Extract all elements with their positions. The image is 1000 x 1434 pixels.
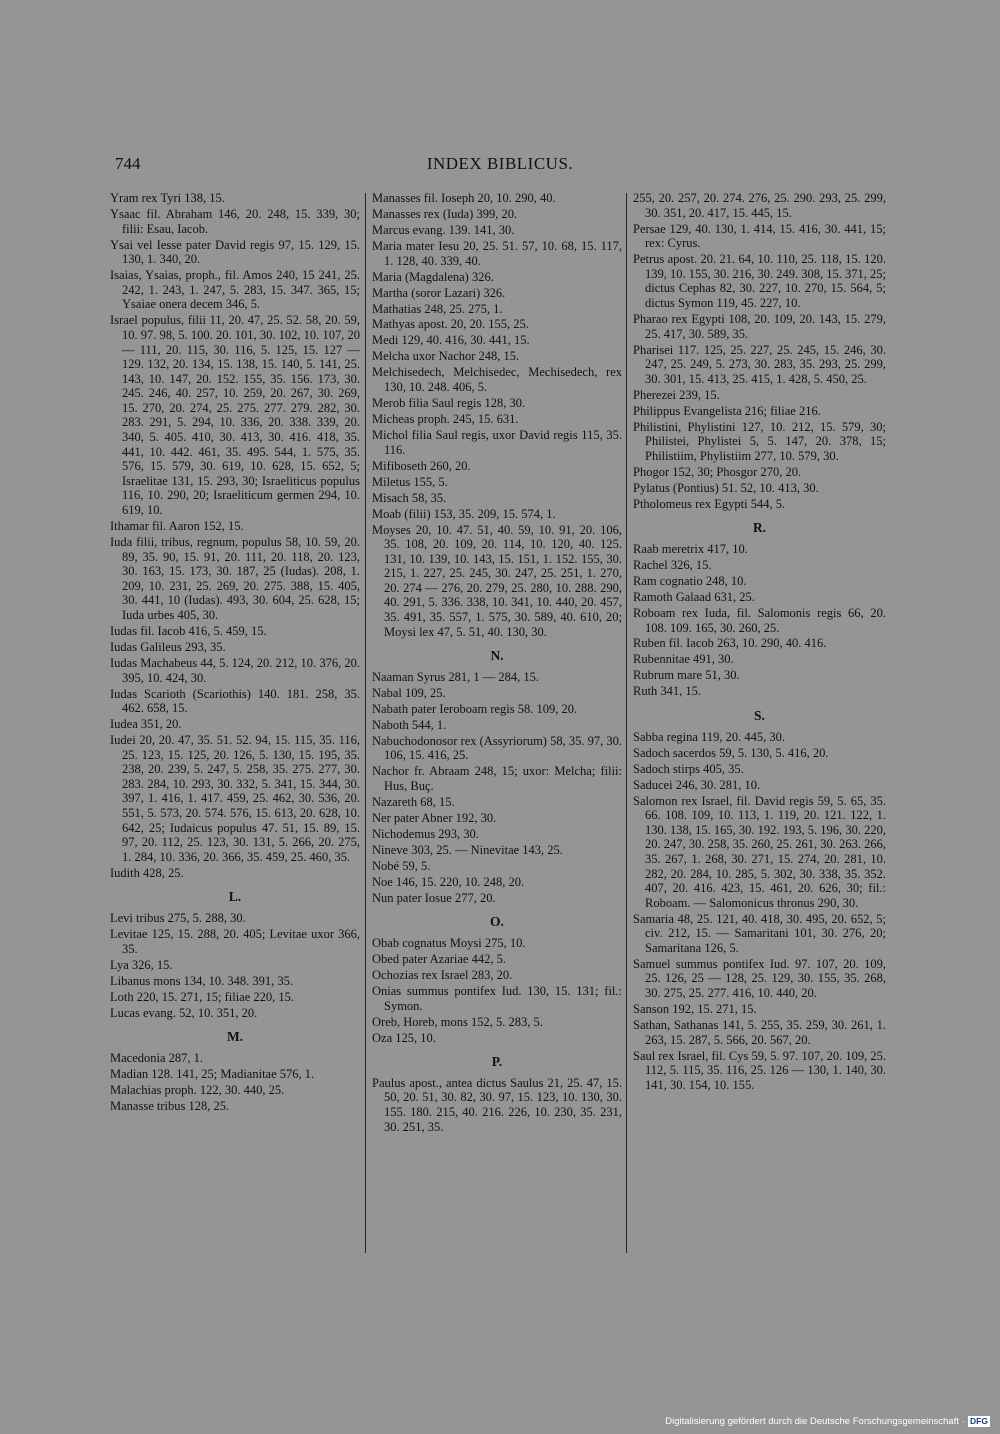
footer-separator: · bbox=[961, 1416, 966, 1427]
section-letter-heading: L. bbox=[228, 889, 242, 905]
index-entry: Pharisei 117. 125, 25. 227, 25. 245, 15. 246, 30. 247, 25. 249, 5. 273, 30. 283, 35. 293, 25. 299, 30. 301, 15. 413, 25. 415, 1. 428, 5. 450, 25. bbox=[633, 342, 886, 386]
index-entry: Iudas Galileus 293, 35. bbox=[110, 639, 226, 654]
index-entry: Manasses fil. Ioseph 20, 10. 290, 40. bbox=[372, 191, 556, 205]
index-entry: Iudea 351, 20. bbox=[110, 717, 182, 732]
index-entry: Sadoch stirps 405, 35. bbox=[633, 761, 744, 776]
index-entry: Michol filia Saul regis, uxor David regis 115, 35. 116. bbox=[372, 427, 622, 457]
running-title: INDEX BIBLICUS. bbox=[426, 154, 574, 173]
index-entry: Naaman Syrus 281, 1 — 284, 15. bbox=[372, 669, 539, 684]
index-entry: Saul rex Israel, fil. Cys 59, 5. 97. 107, 20. 109, 25. 112, 5. 115, 35. 116, 25. 126 — 130, 1. 140, 30. 141, 30. 154, 10. 155. bbox=[633, 1048, 886, 1092]
index-entry: Petrus apost. 20. 21. 64, 10. 110, 25. 118, 15. 120. 139, 10. 155, 30. 216, 30. 249. 308, 15. 371, 25; dictus Cephas 82, 30. 227, 10. 270, 15. 564, 5; dictus Symon 119, 45. 227, 10. bbox=[633, 252, 886, 310]
index-entry: Lya 326, 15. bbox=[110, 957, 173, 972]
index-entry: Nineve 303, 25. — Ninevitae 143, 25. bbox=[372, 842, 563, 857]
index-entry: Ysaac fil. Abraham 146, 20. 248, 15. 339, 30; filii: Esau, Iacob. bbox=[110, 206, 360, 236]
index-entry: Martha (soror Lazari) 326. bbox=[372, 285, 506, 300]
index-entry: Ithamar fil. Aaron 152, 15. bbox=[110, 519, 244, 534]
index-entry: Melcha uxor Nachor 248, 15. bbox=[372, 349, 520, 364]
index-entry: Nobé 59, 5. bbox=[372, 858, 431, 873]
index-entry: Ramoth Galaad 631, 25. bbox=[633, 589, 755, 604]
index-entry: 255, 20. 257, 20. 274. 276, 25. 290. 293, 25. 299, 30. 351, 20. 417, 15. 445, 15. bbox=[633, 191, 886, 220]
index-entry: Nazareth 68, 15. bbox=[372, 794, 455, 809]
index-entry: Iudei 20, 20. 47, 35. 51. 52. 94, 15. 115, 35. 116, 25. 123, 15. 125, 20. 126, 5. 130, 15. 195, 35. 238, 20. 239, 5. 247, 5. 258, 35. 275. 277, 30. 283. 284, 10. 293, 30. 332, 5. 341, 15. 344, 30. 397, 1. 416, 1. 417. 459, 25. 462, 30. 536, 20. 551, 5. 573, 20. 574. 576, 15. 613, 20. 628, 10. 642, 25; Iudaicus populus 47. 51, 15. 89, 15. 97, 20. 112, 25. 123, 30. 131, 5. 266, 20. 275, 1. 284, 10. 336, 20. 366, 35. 459, 25. 460, 35. bbox=[110, 733, 360, 864]
index-entry: Melchisedech, Melchisedec, Mechisedech, rex 130, 10. 248. 406, 5. bbox=[372, 365, 622, 395]
index-entry: Paulus apost., antea dictus Saulus 21, 25. 47, 15. 50, 20. 51, 30. 82, 30. 97, 15. 123, 10. 130, 30. 155. 180. 215, 40. 216. 226, 10. 230, 35. 231, 30. 251, 35. bbox=[372, 1075, 622, 1134]
index-entry: Sabba regina 119, 20. 445, 30. bbox=[633, 729, 785, 744]
index-entry: Roboam rex Iuda, fil. Salomonis regis 66, 20. 108. 109. 165, 30. 260, 25. bbox=[633, 605, 886, 635]
index-entry: Saducei 246, 30. 281, 10. bbox=[633, 777, 761, 792]
column-rule bbox=[626, 193, 627, 1253]
index-entry: Miletus 155, 5. bbox=[372, 474, 448, 489]
index-entry: Micheas proph. 245, 15. 631. bbox=[372, 412, 519, 426]
index-entry: Mifiboseth 260, 20. bbox=[372, 458, 471, 473]
index-entry: Oreb, Horeb, mons 152, 5. 283, 5. bbox=[372, 1014, 543, 1029]
index-entry: Lucas evang. 52, 10. 351, 20. bbox=[110, 1005, 258, 1020]
index-entry: Noe 146, 15. 220, 10. 248, 20. bbox=[372, 874, 525, 889]
index-entry: Obed pater Azariae 442, 5. bbox=[372, 952, 506, 967]
section-letter-heading: O. bbox=[490, 914, 504, 930]
index-entry: Philistini, Phylistini 127, 10. 212, 15. 579, 30; Philistei, Phylistei 5, 5. 147, 20. 378, 15; Philistiim, Phylistiim 277, 10. 579, 30. bbox=[633, 419, 886, 463]
index-entry: Ruth 341, 15. bbox=[633, 684, 702, 699]
index-entry: Macedonia 287, 1. bbox=[110, 1050, 204, 1065]
index-entry: Malachias proph. 122, 30. 440, 25. bbox=[110, 1082, 285, 1097]
footer-credit bbox=[665, 1416, 990, 1427]
index-entry: Iudas fil. Iacob 416, 5. 459, 15. bbox=[110, 623, 267, 638]
index-entry: Manasse tribus 128, 25. bbox=[110, 1098, 230, 1113]
index-entry: Iudas Scarioth (Scariothis) 140. 181. 258, 35. 462. 658, 15. bbox=[110, 686, 360, 716]
index-entry: Rubrum mare 51, 30. bbox=[633, 668, 740, 683]
index-column-1 bbox=[110, 191, 360, 1115]
index-entry: Marcus evang. 139. 141, 30. bbox=[372, 222, 515, 237]
index-entry: Moyses 20, 10. 47. 51, 40. 59, 10. 91, 20. 106, 35. 108, 20. 109, 20. 114, 10. 120, 40. 125. 131, 10. 139, 10. 143, 15. 151, 1. 152. 155, 30. 215, 1. 227, 25. 245, 30. 247, 25. 251, 1. 270, 20. 274 — 276, 20. 279, 25. 280, 10. 288. 290, 40. 291, 5. 336. 338, 10. 341, 10. 440, 20. 457, 35. 491, 35. 557, 1. 575, 30. 589, 40. 610, 20; Moysi lex 47, 5. 51, 40. 130, 30. bbox=[372, 522, 622, 639]
index-entry: Nabuchodonosor rex (Assyriorum) 58, 35. 97, 30. 106, 15. 416, 25. bbox=[372, 733, 622, 763]
index-entry: Ram cognatio 248, 10. bbox=[633, 573, 747, 588]
index-entry: Levitae 125, 15. 288, 20. 405; Levitae uxor 366, 35. bbox=[110, 926, 360, 956]
index-column-2 bbox=[372, 191, 622, 1136]
index-entry: Rachel 326, 15. bbox=[633, 557, 712, 572]
section-letter-heading: N. bbox=[490, 648, 504, 664]
section-letter-heading: R. bbox=[752, 520, 767, 536]
index-entry: Maria mater Iesu 20, 25. 51. 57, 10. 68, 15. 117, 1. 128, 40. 339, 40. bbox=[372, 238, 622, 268]
index-entry: Nichodemus 293, 30. bbox=[372, 826, 479, 841]
section-letter-heading: S. bbox=[754, 708, 765, 724]
index-entry: Samuel summus pontifex Iud. 97. 107, 20. 109, 25. 126, 25 — 128, 25. 129, 30. 155, 35. 268, 30. 275, 25. 277. 416, 10. 440, 20. bbox=[633, 956, 886, 1001]
index-entry: Nachor fr. Abraam 248, 15; uxor: Melcha; filii: Hus, Buç. bbox=[372, 764, 622, 793]
footer-text: Digitalisierung gefördert durch die Deutsche Forschungsgemeinschaft bbox=[665, 1416, 959, 1427]
index-entry: Onias summus pontifex Iud. 130, 15. 131; fil.: Symon. bbox=[372, 983, 622, 1013]
index-entry: Samaria 48, 25. 121, 40. 418, 30. 495, 20. 652, 5; civ. 212, 15. — Samaritani 101, 30. 276, 20; Samaritana 126, 5. bbox=[633, 911, 886, 955]
index-entry: Pylatus (Pontius) 51. 52, 10. 413, 30. bbox=[633, 480, 819, 495]
index-entry: Ptholomeus rex Egypti 544, 5. bbox=[633, 496, 786, 511]
index-entry: Moab (filii) 153, 35. 209, 15. 574, 1. bbox=[372, 506, 556, 521]
index-entry: Oza 125, 10. bbox=[372, 1030, 436, 1045]
index-entry: Madian 128. 141, 25; Madianitae 576, 1. bbox=[110, 1066, 315, 1081]
page-number: 744 bbox=[115, 154, 141, 173]
index-entry: Naboth 544, 1. bbox=[372, 717, 447, 732]
index-entry: Philippus Evangelista 216; filiae 216. bbox=[633, 403, 821, 418]
index-entry: Salomon rex Israel, fil. David regis 59, 5. 65, 35. 66. 108. 109, 10. 113, 1. 119, 20. 121. 122, 1. 130. 138, 15. 165, 30. 192. 193, 5. 196, 30. 220, 20. 247, 30. 258, 35. 260, 25. 261, 30. 263. 266, 35. 267, 1. 268, 30. 271, 15. 274, 20. 281, 10. 282, 20. 284, 10. 285, 5. 302, 30. 338, 35. 352. 407, 20. 416. 423, 15. 461, 20. 626, 30; fil.: Roboam. — Salomonicus thronus 290, 30. bbox=[633, 793, 886, 910]
index-entry: Isaias, Ysaias, proph., fil. Amos 240, 15 241, 25. 242, 1. 243, 1. 247, 5. 283, 15. 347. 365, 15; Ysaiae onera decem 346, 5. bbox=[110, 268, 360, 312]
index-entry: Ochozias rex Israel 283, 20. bbox=[372, 968, 513, 982]
index-entry: Manasses rex (Iuda) 399, 20. bbox=[372, 206, 518, 221]
index-entry: Nun pater Iosue 277, 20. bbox=[372, 890, 496, 905]
index-entry: Libanus mons 134, 10. 348. 391, 35. bbox=[110, 973, 293, 988]
index-entry: Ysai vel Iesse pater David regis 97, 15. 129, 15. 130, 1. 340, 20. bbox=[110, 237, 360, 267]
section-letter-heading: M. bbox=[226, 1029, 244, 1045]
index-entry: Iudith 428, 25. bbox=[110, 865, 184, 880]
index-entry: Pharao rex Egypti 108, 20. 109, 20. 143, 15. 279, 25. 417, 30. 589, 35. bbox=[633, 311, 886, 341]
index-entry: Ner pater Abner 192, 30. bbox=[372, 810, 497, 825]
index-entry: Sanson 192, 15. 271, 15. bbox=[633, 1002, 757, 1017]
index-entry: Maria (Magdalena) 326. bbox=[372, 269, 494, 284]
index-entry: Sathan, Sathanas 141, 5. 255, 35. 259, 30. 261, 1. 263, 15. 287, 5. 566, 20. 567, 20. bbox=[633, 1018, 886, 1047]
column-rule bbox=[365, 193, 366, 1253]
index-entry: Iudas Machabeus 44, 5. 124, 20. 212, 10. 376, 20. 395, 10. 424, 30. bbox=[110, 655, 360, 685]
index-entry: Levi tribus 275, 5. 288, 30. bbox=[110, 910, 246, 925]
index-entry: Mathyas apost. 20, 20. 155, 25. bbox=[372, 317, 529, 332]
index-entry: Iuda filii, tribus, regnum, populus 58, 10. 59, 20. 89, 35. 90, 15. 91, 20. 111, 20. 118, 20. 123, 30. 163, 15. 173, 30. 187, 25 (Iudas). 208, 1. 209, 10. 231, 25. 269, 20. 275. 388, 15. 405, 30. 441, 10 (Iudas). 493, 30. 604, 25. 628, 15; Iuda urbes 405, 30. bbox=[110, 535, 360, 622]
dfg-logo-icon: DFG bbox=[970, 1416, 988, 1426]
index-entry: Yram rex Tyri 138, 15. bbox=[110, 191, 225, 205]
section-letter-heading: P. bbox=[491, 1054, 503, 1070]
index-entry: Sadoch sacerdos 59, 5. 130, 5. 416, 20. bbox=[633, 745, 829, 760]
index-entry: Merob filia Saul regis 128, 30. bbox=[372, 396, 526, 411]
index-entry: Nabath pater Ieroboam regis 58. 109, 20. bbox=[372, 701, 578, 716]
index-entry: Obab cognatus Moysi 275, 10. bbox=[372, 936, 526, 951]
index-entry: Pherezei 239, 15. bbox=[633, 387, 720, 402]
index-entry: Loth 220, 15. 271, 15; filiae 220, 15. bbox=[110, 989, 295, 1004]
index-entry: Persae 129, 40. 130, 1. 414, 15. 416, 30. 441, 15; rex: Cyrus. bbox=[633, 221, 886, 251]
index-entry: Ruben fil. Iacob 263, 10. 290, 40. 416. bbox=[633, 636, 827, 651]
index-entry: Raab meretrix 417, 10. bbox=[633, 541, 748, 556]
index-entry: Nabal 109, 25. bbox=[372, 685, 446, 700]
index-column-3 bbox=[633, 191, 886, 1094]
index-entry: Medi 129, 40. 416, 30. 441, 15. bbox=[372, 333, 530, 348]
index-entry: Misach 58, 35. bbox=[372, 490, 447, 505]
index-entry: Rubennitae 491, 30. bbox=[633, 652, 734, 667]
index-entry: Israel populus, filii 11, 20. 47, 25. 52. 58, 20. 59, 10. 97. 98, 5. 100. 20. 101, 30. 102, 10. 107, 20 — 111, 20. 115, 30. 116, 5. 125, 15. 127 — 129. 132, 20. 134, 15. 138, 15. 140, 5. 141, 25. 143, 10. 147, 20. 152. 155, 35. 156. 173, 30. 245. 246, 40. 257, 10. 259, 20. 267, 30. 269, 15. 270, 20. 274, 25. 275. 277. 279. 282, 30. 283. 291, 5. 294, 10. 336, 20. 338. 339, 20. 340, 5. 405. 410, 30. 413, 30. 416. 418, 35. 441, 10. 442. 461, 35. 495. 544, 1. 575, 35. 576, 15. 579, 30. 619, 10. 628, 15. 652, 5; Israelitae 131, 15. 293, 30; Israeliticus populus 116, 10. 290, 20; Israeliticum germen 294, 10. 619, 10. bbox=[110, 313, 360, 518]
index-entry: Phogor 152, 30; Phosgor 270, 20. bbox=[633, 464, 802, 479]
index-entry: Mathatias 248, 25. 275, 1. bbox=[372, 301, 503, 316]
